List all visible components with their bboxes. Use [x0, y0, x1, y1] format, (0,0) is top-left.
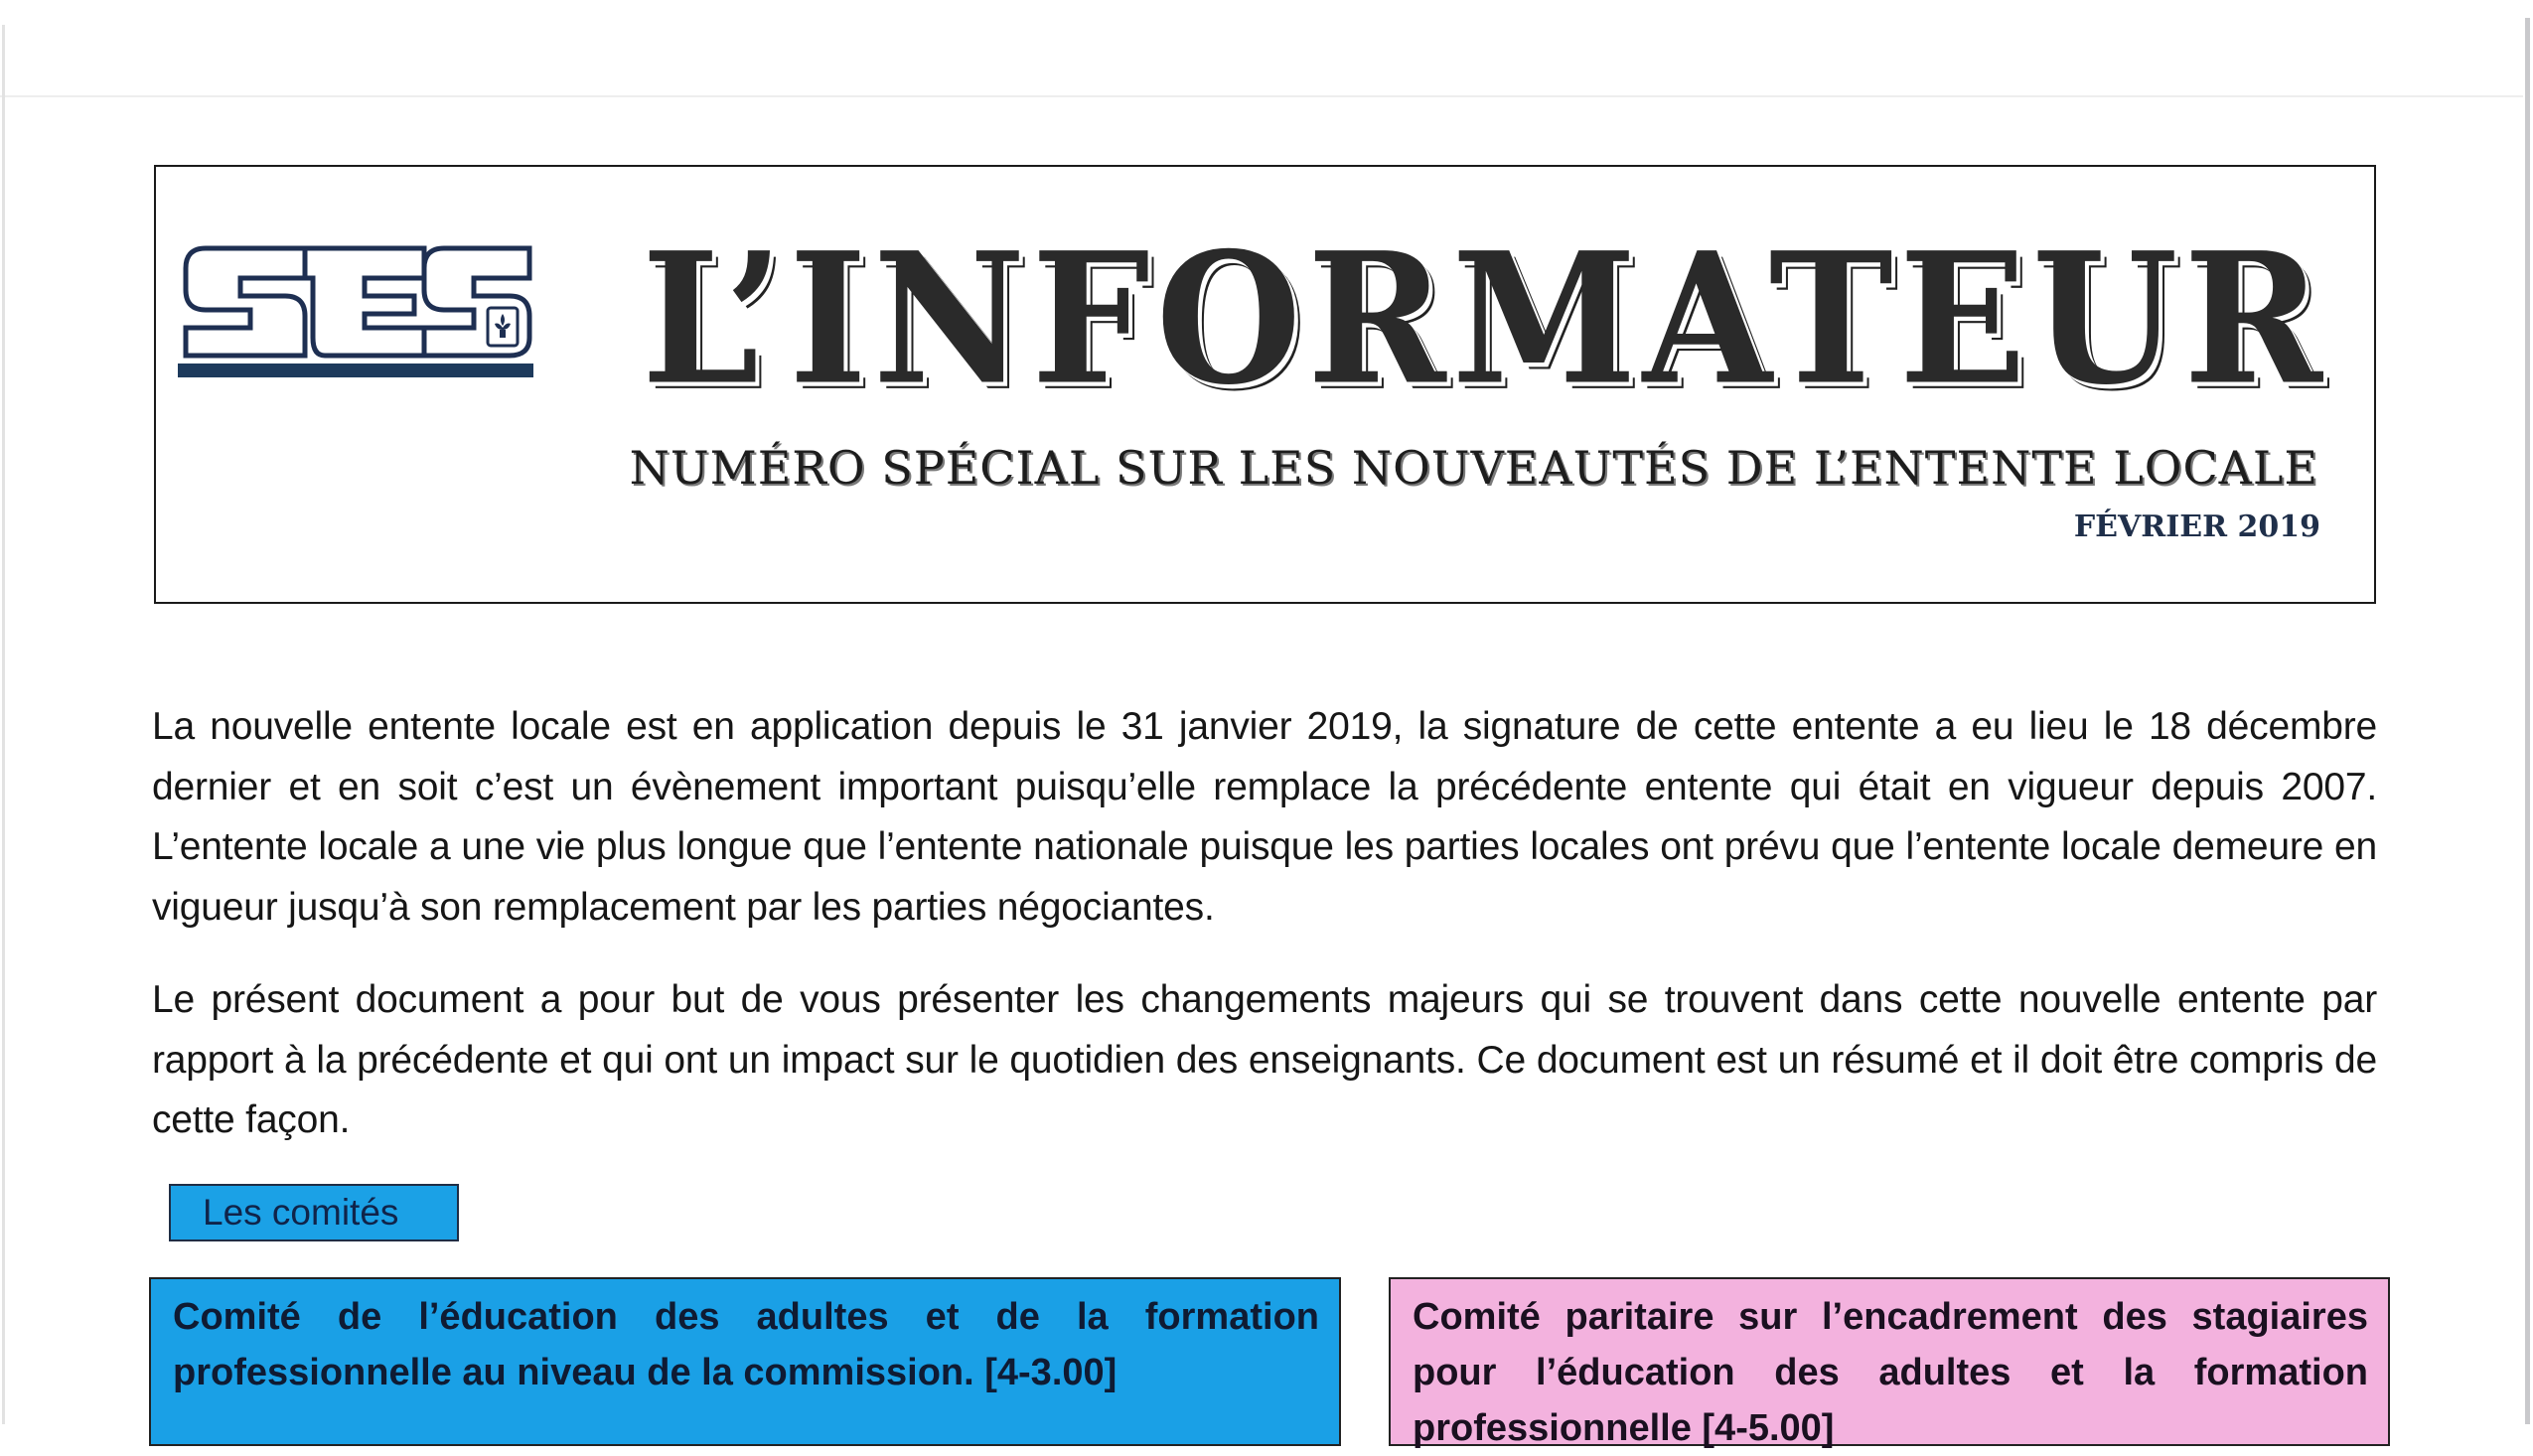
- vertical-scrollbar[interactable]: [2525, 18, 2530, 1424]
- section-heading-committees: Les comités: [169, 1184, 459, 1241]
- issue-date: FÉVRIER 2019: [2073, 510, 2320, 544]
- committee-title: Comité paritaire sur l’encadrement des stagiaires pour l’éducation des adultes et la formation professionnelle [4-5.00]: [1413, 1296, 2368, 1449]
- intro-paragraph: La nouvelle entente locale est en application depuis le 31 janvier 2019, la signature de cette entente a eu lieu le 18 décembre dernier et en soit c’est un évènement important puisqu’elle remplace la précédente entente qui était en vigueur depuis 2007. L’entente locale a une vie plus longue que l’entente nationale puisque les parties locales ont prévu que l’entente locale demeure en vigueur jusqu’à son remplacement par les parties négociantes.: [152, 705, 2377, 929]
- newsletter-title: L’INFORMATEUR: [641, 212, 2328, 425]
- newsletter-subtitle: NUMÉRO SPÉCIAL SUR LES NOUVEAUTÉS DE L’ENTENTE LOCALE: [629, 441, 2318, 495]
- committee-box-trainees: [1389, 1277, 2390, 1449]
- purpose-paragraph: Le présent document a pour but de vous présenter les changements majeurs qui se trouvent dans cette nouvelle entente par rapport à la précédente et qui ont un impact sur le quotidien des enseignants. Ce document est un résumé et il doit être compris de cette façon.: [152, 978, 2377, 1141]
- masthead: [154, 165, 2376, 604]
- committee-box-adult-education: [149, 1277, 1341, 1446]
- ses-logo: [176, 238, 535, 383]
- committee-title: Comité de l’éducation des adultes et de la formation professionnelle au niveau de la commission. [4-3.00]: [173, 1296, 1319, 1393]
